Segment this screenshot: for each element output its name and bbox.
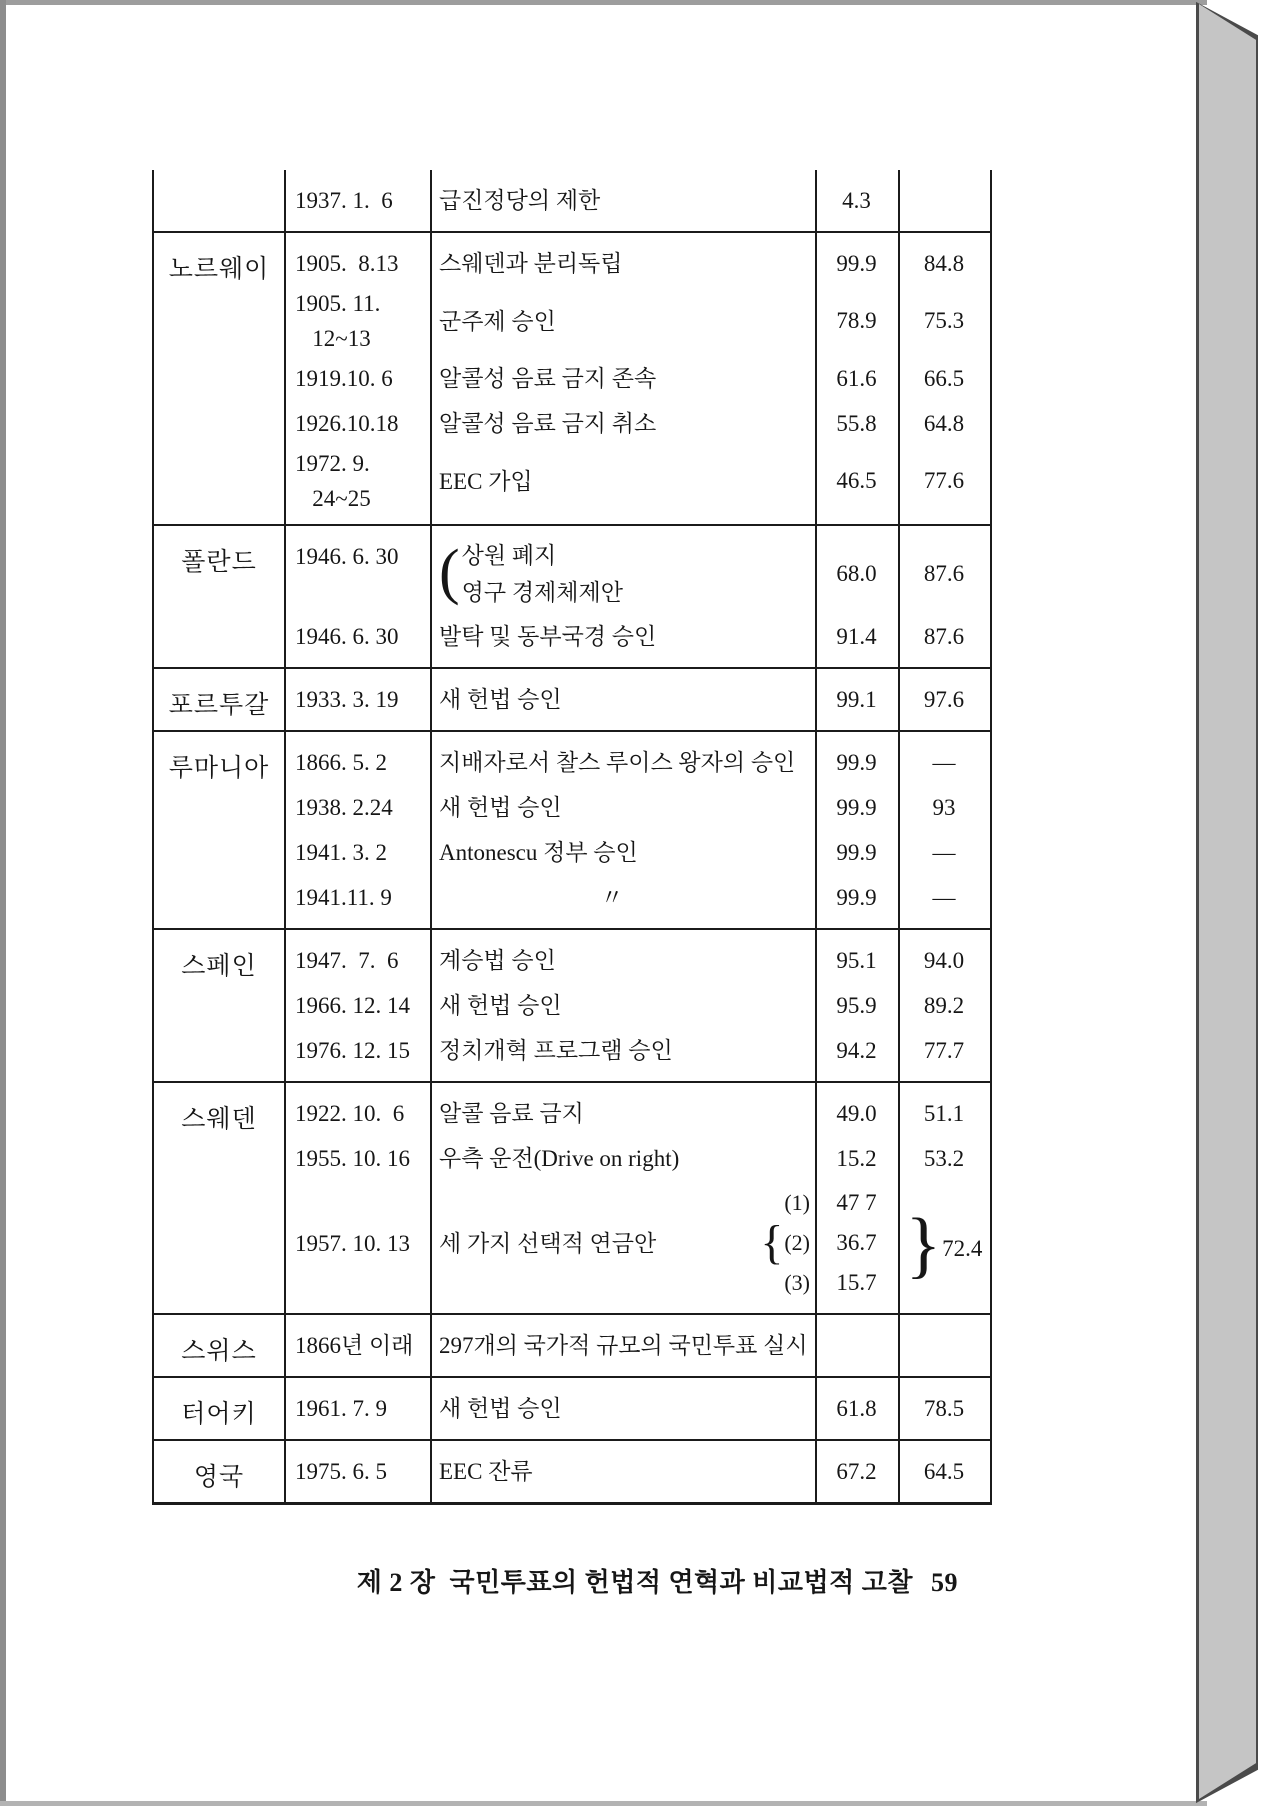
yes-percent-cell bbox=[815, 1181, 898, 1305]
turnout-percent-cell: 84.8 bbox=[923, 250, 965, 276]
description-cell bbox=[430, 614, 815, 659]
closing-brace-glyph: } bbox=[905, 1204, 942, 1286]
book-fore-edge bbox=[1199, 4, 1256, 1799]
description-cell bbox=[430, 534, 815, 614]
date-line: 1947. 7. 6 bbox=[295, 948, 399, 973]
country-section bbox=[154, 231, 990, 524]
date-cell bbox=[284, 1449, 430, 1494]
date-cell bbox=[284, 286, 430, 356]
option-markers bbox=[760, 1183, 810, 1303]
description-lines bbox=[462, 537, 623, 611]
table-row bbox=[284, 938, 990, 983]
date-cell bbox=[284, 401, 430, 446]
date-cell bbox=[284, 534, 430, 614]
description-cell bbox=[430, 1091, 815, 1136]
country-section bbox=[154, 1439, 990, 1502]
table-vertical-line bbox=[284, 170, 286, 1502]
description-line: 영구 경제체제안 bbox=[461, 580, 623, 605]
country-section bbox=[154, 170, 990, 231]
date-cell bbox=[284, 614, 430, 659]
table-row bbox=[284, 534, 990, 614]
date-cell bbox=[284, 785, 430, 830]
date-line: 1926.10.18 bbox=[295, 411, 399, 436]
description-text: 새 헌법 승인 bbox=[439, 795, 562, 820]
description-cell bbox=[430, 740, 815, 785]
turnout-percent-cell: 78.5 bbox=[923, 1395, 965, 1421]
table-row bbox=[284, 1028, 990, 1073]
description-text: 정치개혁 프로그램 승인 bbox=[439, 1038, 673, 1063]
scan-border-bottom bbox=[0, 1801, 1207, 1806]
table-row bbox=[284, 286, 990, 356]
yes-percent-cell: 49.0 bbox=[836, 1100, 877, 1126]
turnout-percent-cell: 53.2 bbox=[923, 1145, 965, 1171]
section-rows bbox=[284, 930, 990, 1081]
scan-border-top bbox=[0, 0, 1207, 5]
country-name: 폴란드 bbox=[181, 549, 257, 576]
turnout-percent-cell: 75.3 bbox=[923, 308, 965, 333]
table-row bbox=[284, 677, 990, 722]
turnout-percent-cell: 77.6 bbox=[923, 468, 965, 493]
table-row bbox=[284, 740, 990, 785]
yes-percent-cell: 95.9 bbox=[836, 992, 877, 1018]
date-line: 1961. 7. 9 bbox=[295, 1396, 387, 1421]
date-cell bbox=[284, 677, 430, 722]
table-row bbox=[284, 1136, 990, 1181]
date-line: 12~13 bbox=[295, 326, 371, 351]
turnout-percent-cell: — bbox=[932, 839, 956, 865]
date-cell bbox=[284, 875, 430, 920]
description-text: 알콜 음료 금지 bbox=[439, 1101, 584, 1126]
date-line: 1933. 3. 19 bbox=[295, 687, 399, 712]
date-line: 1866년 이래 bbox=[295, 1333, 414, 1358]
description-cell bbox=[430, 875, 815, 920]
description-cell bbox=[430, 446, 815, 516]
date-cell bbox=[284, 1136, 430, 1181]
section-rows bbox=[284, 170, 990, 231]
date-line: 1946. 6. 30 bbox=[295, 624, 399, 649]
date-line: 1919.10. 6 bbox=[295, 366, 393, 391]
country-name bbox=[154, 170, 284, 231]
table-row bbox=[284, 446, 990, 516]
description-cell bbox=[430, 938, 815, 983]
turnout-percent-cell: — bbox=[932, 749, 956, 775]
description-cell bbox=[430, 1181, 815, 1305]
date-line: 1938. 2.24 bbox=[295, 795, 393, 820]
description-cell bbox=[430, 401, 815, 446]
date-line: 1941.11. 9 bbox=[295, 885, 392, 910]
yes-percent-cell: 99.9 bbox=[836, 884, 877, 910]
description-text: 계승법 승인 bbox=[439, 948, 556, 973]
country-name: 영국 bbox=[193, 1464, 245, 1491]
date-line: 1975. 6. 5 bbox=[295, 1459, 387, 1484]
description-cell bbox=[430, 1028, 815, 1073]
description-line: 상원 폐지 bbox=[461, 543, 557, 568]
date-cell bbox=[284, 983, 430, 1028]
date-line: 1946. 6. 30 bbox=[295, 544, 399, 569]
yes-percent-cell: 68.0 bbox=[836, 561, 877, 586]
country-name: 스위스 bbox=[181, 1338, 257, 1365]
turnout-value: 72.4 bbox=[942, 1236, 983, 1261]
turnout-percent-cell: 97.6 bbox=[923, 686, 965, 712]
table-row bbox=[284, 983, 990, 1028]
turnout-percent-cell: — bbox=[932, 884, 956, 910]
country-name: 루마니아 bbox=[168, 755, 270, 782]
country-name: 스웨덴 bbox=[181, 1106, 257, 1133]
section-rows bbox=[284, 1083, 990, 1313]
description-text: 알콜성 음료 금지 취소 bbox=[439, 411, 657, 436]
country-section bbox=[154, 1313, 990, 1376]
yes-percent-cell: 61.8 bbox=[836, 1395, 877, 1421]
description-cell bbox=[430, 830, 815, 875]
description-text: 〃 bbox=[600, 885, 624, 910]
yes-percent-cell: 55.8 bbox=[836, 410, 877, 436]
section-rows bbox=[284, 1315, 990, 1376]
country-section bbox=[154, 1376, 990, 1439]
country-section bbox=[154, 928, 990, 1081]
date-line: 1866. 5. 2 bbox=[295, 750, 387, 775]
turnout-percent-cell bbox=[898, 1323, 990, 1368]
date-cell bbox=[284, 1181, 430, 1305]
turnout-percent-cell: 77.7 bbox=[923, 1037, 965, 1063]
scan-border-left bbox=[0, 0, 6, 1806]
country-section bbox=[154, 1081, 990, 1313]
table-row bbox=[284, 1449, 990, 1494]
turnout-percent-cell: 64.8 bbox=[923, 410, 965, 436]
turnout-percent-cell: 66.5 bbox=[923, 365, 965, 391]
table-row bbox=[284, 614, 990, 659]
table-row bbox=[284, 178, 990, 223]
description-cell bbox=[430, 286, 815, 356]
yes-percent-cell: 99.1 bbox=[836, 686, 877, 712]
table-row bbox=[284, 1091, 990, 1136]
description-text: 세 가지 선택적 연금안 bbox=[439, 1230, 657, 1256]
chapter-title: 제 2 장 국민투표의 헌법적 연혁과 비교법적 고찰 bbox=[356, 1568, 913, 1597]
date-line: 1976. 12. 15 bbox=[295, 1038, 410, 1063]
date-cell bbox=[284, 938, 430, 983]
yes-percent-cell: 99.9 bbox=[836, 839, 877, 865]
date-cell bbox=[284, 446, 430, 516]
yes-percent-cell: 4.3 bbox=[842, 187, 871, 213]
description-cell bbox=[430, 356, 815, 401]
description-text: Antonescu 정부 승인 bbox=[439, 840, 638, 865]
page-number: 59 bbox=[931, 1568, 958, 1597]
section-rows bbox=[284, 732, 990, 928]
turnout-percent-cell bbox=[898, 178, 990, 223]
turnout-percent-cell: 94.0 bbox=[923, 947, 965, 973]
option-marker: (1) bbox=[784, 1190, 810, 1215]
description-cell bbox=[430, 241, 815, 286]
turnout-percent-cell: 51.1 bbox=[923, 1100, 965, 1126]
description-cell bbox=[430, 1449, 815, 1494]
description-cell bbox=[430, 178, 815, 223]
table-row bbox=[284, 785, 990, 830]
country-name: 터어키 bbox=[181, 1401, 257, 1428]
table-row bbox=[284, 401, 990, 446]
turnout-percent-cell: 87.6 bbox=[923, 623, 965, 649]
table-row bbox=[284, 356, 990, 401]
description-text: 새 헌법 승인 bbox=[439, 993, 562, 1018]
yes-percent-cell bbox=[815, 1323, 898, 1368]
yes-percent-cell: 99.9 bbox=[836, 794, 877, 820]
date-cell bbox=[284, 1091, 430, 1136]
description-text: EEC 잔류 bbox=[439, 1459, 533, 1484]
option-marker: (3) bbox=[784, 1270, 810, 1295]
percent-line: 47 7 bbox=[836, 1190, 877, 1215]
yes-percent-cell: 67.2 bbox=[836, 1458, 877, 1484]
yes-percent-cell: 99.9 bbox=[836, 250, 877, 276]
description-text: 스웨덴과 분리독립 bbox=[439, 251, 623, 276]
yes-percent-cell: 94.2 bbox=[836, 1037, 877, 1063]
turnout-percent-cell: 89.2 bbox=[923, 992, 965, 1018]
date-cell bbox=[284, 740, 430, 785]
table-row bbox=[284, 1386, 990, 1431]
date-cell bbox=[284, 241, 430, 286]
date-cell bbox=[284, 830, 430, 875]
yes-percent-cell: 15.2 bbox=[836, 1145, 877, 1171]
date-line: 1957. 10. 13 bbox=[295, 1230, 410, 1256]
description-text: 새 헌법 승인 bbox=[439, 1396, 562, 1421]
section-rows bbox=[284, 1441, 990, 1502]
date-line: 1922. 10. 6 bbox=[295, 1101, 405, 1126]
turnout-percent-cell bbox=[898, 1187, 990, 1311]
percent-line: 15.7 bbox=[836, 1270, 877, 1295]
country-section bbox=[154, 730, 990, 928]
description-text: EEC 가입 bbox=[439, 468, 533, 494]
table-row bbox=[284, 241, 990, 286]
yes-percent-cell: 91.4 bbox=[836, 623, 877, 649]
date-line: 1941. 3. 2 bbox=[295, 840, 387, 865]
country-name: 스페인 bbox=[181, 953, 257, 980]
date-line: 1905. 8.13 bbox=[295, 251, 399, 276]
country-section bbox=[154, 667, 990, 730]
country-name: 노르웨이 bbox=[168, 256, 270, 283]
date-cell bbox=[284, 1323, 430, 1368]
section-rows bbox=[284, 233, 990, 524]
date-line: 1905. 11. bbox=[295, 291, 381, 316]
referendum-table bbox=[152, 170, 992, 1505]
description-cell bbox=[430, 785, 815, 830]
yes-percent-cell: 61.6 bbox=[836, 365, 877, 391]
opening-brace-glyph: ( bbox=[439, 538, 460, 606]
description-cell bbox=[430, 1323, 815, 1368]
country-section bbox=[154, 524, 990, 667]
turnout-percent-cell: 64.5 bbox=[923, 1458, 965, 1484]
date-line: 1955. 10. 16 bbox=[295, 1146, 410, 1171]
description-cell bbox=[430, 983, 815, 1028]
option-marker: (2) { bbox=[760, 1216, 810, 1269]
date-cell bbox=[284, 356, 430, 401]
description-text: 발탁 및 동부국경 승인 bbox=[439, 624, 657, 649]
section-rows bbox=[284, 669, 990, 730]
date-line: 1966. 12. 14 bbox=[295, 993, 410, 1018]
yes-percent-cell: 46.5 bbox=[836, 468, 877, 493]
page-footer bbox=[152, 1562, 988, 1599]
description-text: 알콜성 음료 금지 존속 bbox=[439, 366, 657, 391]
description-text: 지배자로서 찰스 루이스 왕자의 승인 bbox=[439, 750, 796, 775]
description-cell bbox=[430, 1136, 815, 1181]
date-line: 1972. 9. bbox=[295, 451, 370, 476]
country-name: 포르투갈 bbox=[168, 692, 270, 719]
percent-line: 36.7 bbox=[836, 1230, 877, 1255]
section-rows bbox=[284, 1378, 990, 1439]
description-text: 급진정당의 제한 bbox=[439, 188, 601, 213]
date-cell bbox=[284, 178, 430, 223]
table-vertical-line bbox=[815, 170, 817, 1502]
description-text: 우측 운전(Drive on right) bbox=[439, 1146, 680, 1171]
yes-percent-cell: 95.1 bbox=[836, 947, 877, 973]
date-cell bbox=[284, 1028, 430, 1073]
description-text: 군주제 승인 bbox=[439, 308, 556, 334]
turnout-percent-cell: 87.6 bbox=[923, 561, 965, 586]
yes-percent-cell: 78.9 bbox=[836, 308, 877, 333]
description-cell bbox=[430, 677, 815, 722]
yes-percent-cell: 99.9 bbox=[836, 749, 877, 775]
description-text: 297개의 국가적 규모의 국민투표 실시 bbox=[439, 1333, 808, 1358]
date-line: 1937. 1. 6 bbox=[295, 188, 393, 213]
table-row bbox=[284, 830, 990, 875]
table-row bbox=[284, 1181, 990, 1305]
description-text: 새 헌법 승인 bbox=[439, 687, 562, 712]
table-row bbox=[284, 1323, 990, 1368]
table-row bbox=[284, 875, 990, 920]
date-cell bbox=[284, 1386, 430, 1431]
description-cell bbox=[430, 1386, 815, 1431]
section-rows bbox=[284, 526, 990, 667]
opening-brace-glyph: { bbox=[760, 1216, 784, 1269]
turnout-percent-cell: 93 bbox=[932, 794, 956, 820]
date-line: 24~25 bbox=[295, 486, 371, 511]
